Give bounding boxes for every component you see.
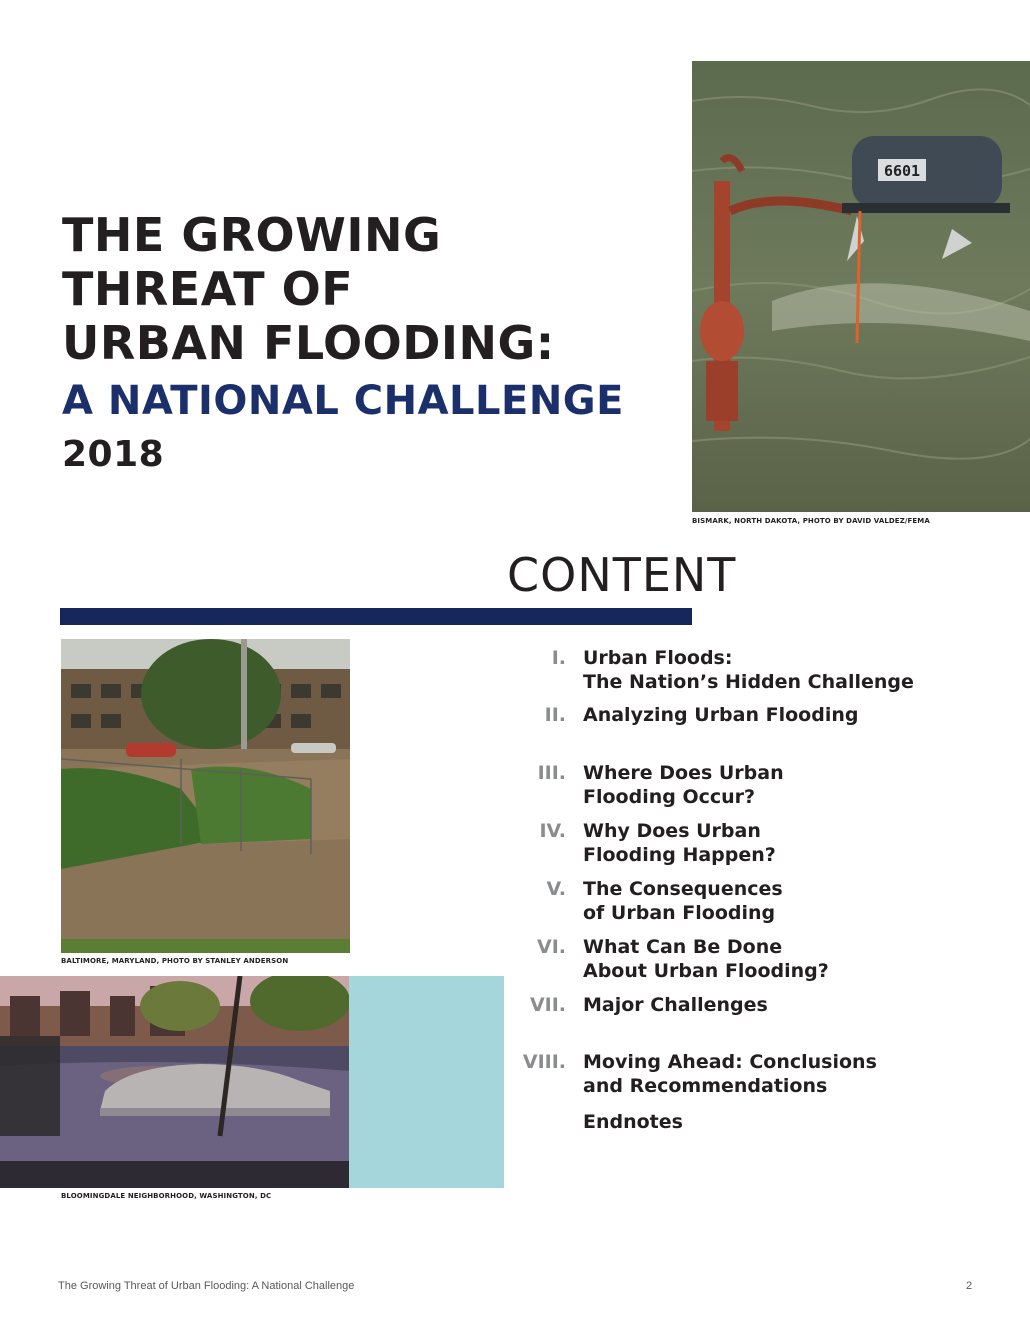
- toc-label: Moving Ahead: Conclusions and Recommendations: [583, 1051, 877, 1097]
- toc-label: Where Does Urban Flooding Occur?: [583, 762, 784, 808]
- bloomingdale-flood-photo: [0, 976, 349, 1188]
- content-heading: CONTENT: [507, 548, 737, 602]
- title-line-2: THREAT OF: [62, 262, 354, 316]
- page-number: 2: [966, 1280, 973, 1292]
- title-line-1: THE GROWING: [62, 208, 442, 262]
- footer-title: The Growing Threat of Urban Flooding: A National Challenge: [58, 1280, 355, 1292]
- year: 2018: [62, 434, 165, 475]
- toc-number: II.: [544, 704, 566, 726]
- mailbox-number: 6601: [883, 162, 921, 180]
- toc-label: Analyzing Urban Flooding: [583, 704, 859, 726]
- toc-label: The Consequences of Urban Flooding: [583, 878, 783, 924]
- top-photo-caption: BISMARK, NORTH DAKOTA, PHOTO BY DAVID VALDEZ/FEMA: [692, 517, 930, 525]
- toc-label: Why Does Urban Flooding Happen?: [583, 820, 776, 866]
- flood-mailbox-photo: [692, 61, 1030, 512]
- toc-number: I.: [551, 647, 566, 669]
- toc-number: VIII.: [522, 1051, 566, 1073]
- subtitle: A NATIONAL CHALLENGE: [62, 378, 624, 424]
- toc-number: V.: [546, 878, 566, 900]
- bottom-photo-caption: BLOOMINGDALE NEIGHBORHOOD, WASHINGTON, DC: [61, 1192, 272, 1200]
- toc-label: What Can Be Done About Urban Flooding?: [583, 936, 829, 982]
- middle-photo-caption: BALTIMORE, MARYLAND, PHOTO BY STANLEY ANDERSON: [61, 957, 289, 965]
- toc-number: III.: [537, 762, 566, 784]
- toc-number: IV.: [539, 820, 566, 842]
- toc-label: Endnotes: [583, 1111, 683, 1133]
- toc-label: Major Challenges: [583, 994, 768, 1016]
- toc-number: VI.: [537, 936, 566, 958]
- heading-rule: [60, 608, 692, 625]
- toc-number: VII.: [529, 994, 566, 1016]
- title-line-3: URBAN FLOODING:: [62, 316, 555, 370]
- toc-label: Urban Floods: The Nation’s Hidden Challenge: [583, 647, 914, 693]
- baltimore-flood-photo: [61, 639, 350, 953]
